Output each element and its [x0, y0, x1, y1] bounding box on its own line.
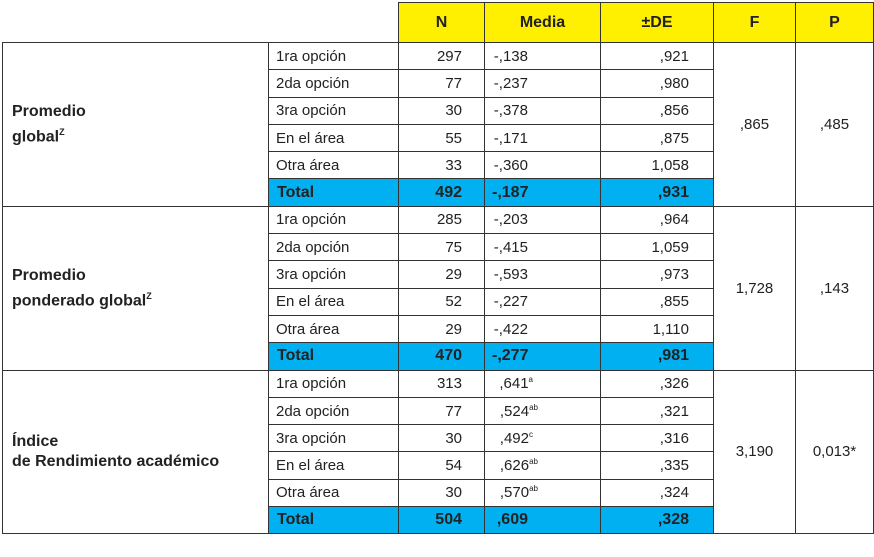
media-value: -,138 — [485, 43, 601, 70]
results-table — [2, 2, 874, 534]
header-p: P — [796, 3, 874, 43]
de-value: ,321 — [601, 397, 714, 424]
n-value: 285 — [399, 206, 485, 233]
total-n: 470 — [399, 343, 485, 370]
de-value: ,316 — [601, 425, 714, 452]
total-media: ,609 — [485, 507, 601, 534]
option-label: En el área — [269, 124, 399, 151]
group-title — [3, 43, 269, 207]
header-blank — [3, 3, 399, 43]
de-value: ,855 — [601, 288, 714, 315]
f-value: 3,190 — [714, 370, 796, 534]
table-row — [3, 43, 874, 70]
media-value: -,422 — [485, 315, 601, 342]
total-n: 492 — [399, 179, 485, 206]
total-label: Total — [269, 507, 399, 534]
table-row — [3, 206, 874, 233]
n-value: 29 — [399, 261, 485, 288]
n-value: 33 — [399, 152, 485, 179]
option-label: En el área — [269, 452, 399, 479]
total-media: -,187 — [485, 179, 601, 206]
de-value: 1,110 — [601, 315, 714, 342]
option-label: En el área — [269, 288, 399, 315]
n-value: 30 — [399, 425, 485, 452]
media-sup: c — [529, 429, 533, 439]
group-title-line1: Índice — [12, 432, 59, 450]
total-de: ,328 — [601, 507, 714, 534]
group-title-sup: Z — [59, 126, 65, 137]
header-row — [3, 3, 874, 43]
p-value: ,143 — [796, 206, 874, 370]
de-value: 1,059 — [601, 234, 714, 261]
option-label: 3ra opción — [269, 97, 399, 124]
de-value: ,980 — [601, 70, 714, 97]
n-value: 55 — [399, 124, 485, 151]
group-title-sup: Z — [146, 290, 152, 301]
media-value: ,492$^c$ — [485, 425, 601, 452]
option-label: 3ra opción — [269, 425, 399, 452]
total-media: -,277 — [485, 343, 601, 370]
n-value: 52 — [399, 288, 485, 315]
de-value: ,326 — [601, 370, 714, 397]
total-n: 504 — [399, 507, 485, 534]
option-label: 2da opción — [269, 234, 399, 261]
f-value: 1,728 — [714, 206, 796, 370]
media-value: -,237 — [485, 70, 601, 97]
option-label: Otra área — [269, 315, 399, 342]
option-label: 1ra opción — [269, 206, 399, 233]
total-label: Total — [269, 179, 399, 206]
n-value: 297 — [399, 43, 485, 70]
p-value: ,485 — [796, 43, 874, 207]
media-value: ,626$^{ab}$ — [485, 452, 601, 479]
f-value: ,865 — [714, 43, 796, 207]
de-value: ,964 — [601, 206, 714, 233]
n-value: 54 — [399, 452, 485, 479]
group-title-line2: global — [12, 128, 60, 146]
header-de: ±DE — [601, 3, 714, 43]
n-value: 30 — [399, 97, 485, 124]
group-title — [3, 206, 269, 370]
n-value: 77 — [399, 70, 485, 97]
group-title — [3, 370, 269, 534]
de-value: ,335 — [601, 452, 714, 479]
de-value: ,856 — [601, 97, 714, 124]
de-value: ,875 — [601, 124, 714, 151]
option-label: Otra área — [269, 152, 399, 179]
media-value: ,570$^{ab}$ — [485, 479, 601, 506]
header-n: N — [399, 3, 485, 43]
n-value: 30 — [399, 479, 485, 506]
media-sup: a — [528, 375, 533, 385]
media-sup: ab — [529, 402, 538, 412]
header-media: Media — [485, 3, 601, 43]
n-value: 313 — [399, 370, 485, 397]
header-f: F — [714, 3, 796, 43]
media-value: -,360 — [485, 152, 601, 179]
option-label: 3ra opción — [269, 261, 399, 288]
option-label: 2da opción — [269, 70, 399, 97]
n-value: 77 — [399, 397, 485, 424]
total-de: ,981 — [601, 343, 714, 370]
option-label: 2da opción — [269, 397, 399, 424]
table-row — [3, 370, 874, 397]
n-value: 29 — [399, 315, 485, 342]
group-title-line2: de Rendimiento académico — [12, 452, 220, 470]
media-sup: ab — [529, 484, 538, 494]
option-label: 1ra opción — [269, 43, 399, 70]
group-title-line2: ponderado global — [12, 291, 147, 309]
total-label: Total — [269, 343, 399, 370]
option-label: Otra área — [269, 479, 399, 506]
media-value: -,415 — [485, 234, 601, 261]
total-de: ,931 — [601, 179, 714, 206]
media-value: ,524$^{ab}$ — [485, 397, 601, 424]
media-value: -,227 — [485, 288, 601, 315]
p-value: 0,013* — [796, 370, 874, 534]
de-value: ,973 — [601, 261, 714, 288]
n-value: 75 — [399, 234, 485, 261]
de-value: ,324 — [601, 479, 714, 506]
table-body — [3, 43, 874, 534]
option-label: 1ra opción — [269, 370, 399, 397]
media-value: ,641$^a$ — [485, 370, 601, 397]
de-value: ,921 — [601, 43, 714, 70]
group-title-line1: Promedio — [12, 266, 86, 284]
media-sup: ab — [529, 457, 538, 467]
media-value: -,593 — [485, 261, 601, 288]
media-value: -,378 — [485, 97, 601, 124]
media-value: -,171 — [485, 124, 601, 151]
group-title-line1: Promedio — [12, 102, 86, 120]
de-value: 1,058 — [601, 152, 714, 179]
media-value: -,203 — [485, 206, 601, 233]
